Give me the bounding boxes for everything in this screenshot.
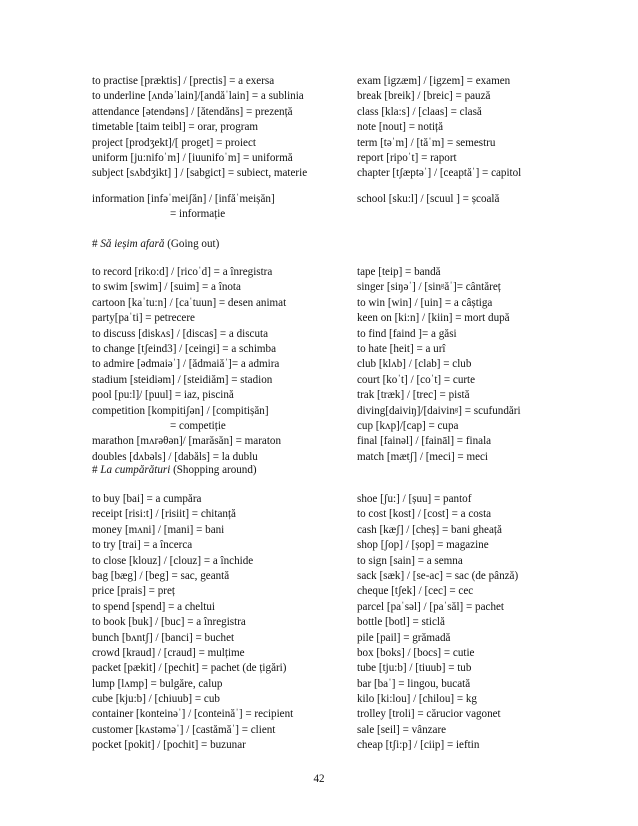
entry-left: bunch [bʌntʃ] / [banci] = buchet: [92, 631, 235, 644]
entry-right: club [klʌb] / [clab] = club: [357, 358, 472, 371]
list-item: [0, 166, 638, 181]
list-item: [0, 677, 638, 692]
list-item: [0, 357, 638, 372]
entry-left: to underline [ʌndəˈlain]/[andăˈlain] = a sublinia: [92, 90, 304, 103]
entry-left: to try [trai] = a încerca: [92, 539, 193, 552]
entry-right: shop [ʃop] / [șop] = magazine: [357, 539, 489, 552]
entry-right: break [breik] / [breic] = pauză: [357, 90, 491, 103]
entry-left: project [prodʒekt]/[ proget] = proiect: [92, 136, 256, 149]
entry-right: bar [baˈ] = lingou, bucată: [357, 677, 471, 690]
entry-continuation: = competiție: [170, 419, 226, 432]
entry-right: diving[daiviŋ]/[daivinᵍ] = scufundări: [357, 404, 521, 417]
list-item: [0, 136, 638, 151]
entry-right: term [təˈm] / [tăˈm] = semestru: [357, 136, 496, 149]
list-item: [0, 342, 638, 357]
list-item: [0, 265, 638, 280]
vocabulary-list-school: [0, 74, 638, 182]
entry-left: subject [sʌbdʒikt] ] / [sabgict] = subiect, materie: [92, 167, 308, 180]
entry-right: class [kla:s] / [claas] = clasă: [357, 105, 482, 118]
heading-english: (Shopping around): [170, 464, 257, 476]
entry-right: cheque [tʃek] / [cec] = cec: [357, 585, 474, 598]
section-heading-going-out: [92, 237, 219, 252]
section-heading-shopping: [92, 463, 257, 478]
list-item-continuation: [0, 207, 638, 222]
list-item: [0, 692, 638, 707]
vocabulary-entry-information: [0, 192, 638, 223]
entry-right: to win [win] / [uin] = a câștiga: [357, 296, 493, 309]
entry-right: chapter [tʃæptəˈ] / [ceaptăˈ] = capitol: [357, 167, 522, 180]
entry-left: packet [pækit] / [pechit] = pachet (de țigări): [92, 662, 287, 675]
entry-left: to change [tʃeind3] / [ceingi] = a schimba: [92, 342, 276, 355]
entry-right: trolley [troli] = cărucior vagonet: [357, 708, 501, 721]
entry-right: to cost [kost] / [cost] = a costa: [357, 508, 492, 521]
entry-right: note [nout] = notiță: [357, 121, 444, 134]
entry-left: party[paˈti] = petrecere: [92, 312, 195, 325]
entry-left: marathon [mʌrəθən]/ [marăsăn] = maraton: [92, 435, 281, 448]
entry-left: stadium [steidiəm] / [steidiăm] = stadion: [92, 373, 273, 386]
heading-prefix: #: [92, 238, 101, 250]
entry-right: report [ripoˈt] = raport: [357, 151, 457, 164]
vocabulary-list-shopping: [0, 492, 638, 754]
list-item: [0, 192, 638, 207]
entry-left: attendance [ətendəns] / [ătendăns] = prezență: [92, 105, 293, 118]
entry-right: to hate [heit] = a urî: [357, 342, 446, 355]
list-item: [0, 434, 638, 449]
entry-right: cash [kæʃ] / [cheș] = bani gheață: [357, 523, 502, 536]
entry-left: pool [pu:l]/ [puul] = iaz, piscină: [92, 389, 234, 402]
list-item: [0, 723, 638, 738]
list-item: [0, 554, 638, 569]
entry-left: bag [bæg] / [beg] = sac, geantă: [92, 569, 230, 582]
list-item: [0, 296, 638, 311]
entry-right: tube [tju:b] / [tiuub] = tub: [357, 662, 472, 675]
entry-right: bottle [botl] = sticlă: [357, 616, 445, 629]
list-item: [0, 600, 638, 615]
entry-continuation: = informație: [170, 208, 226, 221]
list-item: [0, 388, 638, 403]
entry-left: uniform [ju:nifoˈm] / [iuunifoˈm] = uniformă: [92, 151, 293, 164]
list-item: [0, 280, 638, 295]
list-item: [0, 584, 638, 599]
entry-right: tape [teip] = bandă: [357, 266, 441, 278]
entry-right: sale [seil] = vânzare: [357, 723, 447, 736]
entry-left: container [konteinəˈ] / [conteinăˈ] = recipient: [92, 708, 294, 721]
list-item: [0, 151, 638, 166]
entry-left: to spend [spend] = a cheltui: [92, 600, 216, 613]
list-item: [0, 631, 638, 646]
list-item: [0, 507, 638, 522]
list-item: [0, 707, 638, 722]
list-item: [0, 569, 638, 584]
entry-right: cheap [tʃi:p] / [ciip] = ieftin: [357, 739, 480, 752]
entry-right: cup [kʌp]/[cap] = cupa: [357, 419, 459, 432]
entry-left: to discuss [diskʌs] / [discas] = a discuta: [92, 327, 269, 340]
entry-left: timetable [taim teibl] = orar, program: [92, 121, 258, 134]
entry-right: exam [igzæm] / [igzem] = examen: [357, 75, 511, 87]
entry-left: lump [lʌmp] = bulgăre, calup: [92, 677, 223, 690]
page-number: 42: [313, 773, 325, 785]
list-item: [0, 646, 638, 661]
entry-left: information [infəˈmeiʃăn] / [infăˈmeișăn]: [92, 193, 275, 205]
entry-right: sack [sæk] / [se-ac] = sac (de pânză): [357, 569, 519, 582]
heading-romanian: Să ieșim afară: [100, 238, 165, 250]
entry-left: doubles [dʌbəls] / [dabăls] = la dublu: [92, 450, 258, 463]
entry-left: customer [kʌstəməˈ] / [castămăˈ] = client: [92, 723, 276, 736]
list-item: [0, 120, 638, 135]
entry-left: to practise [præktis] / [prectis] = a exersa: [92, 75, 275, 87]
heading-prefix: #: [92, 464, 101, 476]
list-item: [0, 738, 638, 753]
entry-left: to admire [ədmaiəˈ] / [ădmaiăˈ]= a admira: [92, 358, 280, 371]
entry-left: cartoon [kaˈtu:n] / [caˈtuun] = desen animat: [92, 296, 287, 309]
heading-romanian: La cumpărături: [100, 464, 171, 476]
heading-english: (Going out): [164, 238, 220, 250]
entry-right: box [boks] / [bocs] = cutie: [357, 646, 475, 659]
list-item: [0, 492, 638, 507]
list-item: [0, 538, 638, 553]
entry-left: price [prais] = preț: [92, 585, 175, 598]
list-item: [0, 404, 638, 419]
list-item: [0, 105, 638, 120]
vocabulary-list-going-out: [0, 265, 638, 465]
list-item: [0, 523, 638, 538]
list-item: [0, 311, 638, 326]
list-item: [0, 419, 638, 434]
entry-left: to buy [bai] = a cumpăra: [92, 493, 202, 505]
list-item: [0, 89, 638, 104]
entry-right: parcel [paˈsəl] / [paˈsăl] = pachet: [357, 600, 505, 613]
entry-left: money [mʌni] / [mani] = bani: [92, 523, 225, 536]
entry-left: cube [kju:b] / [chiuub] = cub: [92, 693, 220, 706]
entry-right: school [sku:l] / [scuul ] = școală: [357, 193, 500, 205]
entry-left: to record [riko:d] / [ricoˈd] = a înregistra: [92, 266, 273, 278]
entry-left: receipt [risi:t] / [risiit] = chitanță: [92, 508, 236, 521]
list-item: [0, 615, 638, 630]
entry-right: to find [faind ]= a găsi: [357, 327, 457, 340]
entry-right: final [fainəl] / [faināl] = finala: [357, 435, 492, 448]
entry-left: to swim [swim] / [suim] = a înota: [92, 281, 241, 294]
entry-right: keen on [ki:n] / [kiin] = mort după: [357, 312, 510, 325]
list-item: [0, 327, 638, 342]
entry-left: to book [buk] / [buc] = a înregistra: [92, 616, 246, 629]
entry-left: to close [klouz] / [clouz] = a închide: [92, 554, 254, 567]
entry-left: crowd [kraud] / [craud] = mulțime: [92, 646, 245, 659]
entry-right: pile [pail] = grămadă: [357, 631, 451, 644]
entry-right: singer [siŋəˈ] / [sinᵍăˈ]= cântăreț: [357, 281, 501, 294]
entry-right: shoe [ʃu:] / [șuu] = pantof: [357, 493, 472, 505]
entry-right: kilo [ki:lou] / [chilou] = kg: [357, 693, 477, 706]
entry-left: competition [kompitiʃən] / [compitișăn]: [92, 404, 269, 417]
entry-left: pocket [pokit] / [pochit] = buzunar: [92, 739, 246, 752]
list-item: [0, 74, 638, 89]
entry-right: court [koˈt] / [coˈt] = curte: [357, 373, 476, 386]
entry-right: trak [træk] / [trec] = pistă: [357, 389, 470, 402]
entry-right: to sign [sain] = a semna: [357, 554, 463, 567]
list-item: [0, 373, 638, 388]
list-item: [0, 661, 638, 676]
entry-right: match [mætʃ] / [meci] = meci: [357, 450, 489, 463]
